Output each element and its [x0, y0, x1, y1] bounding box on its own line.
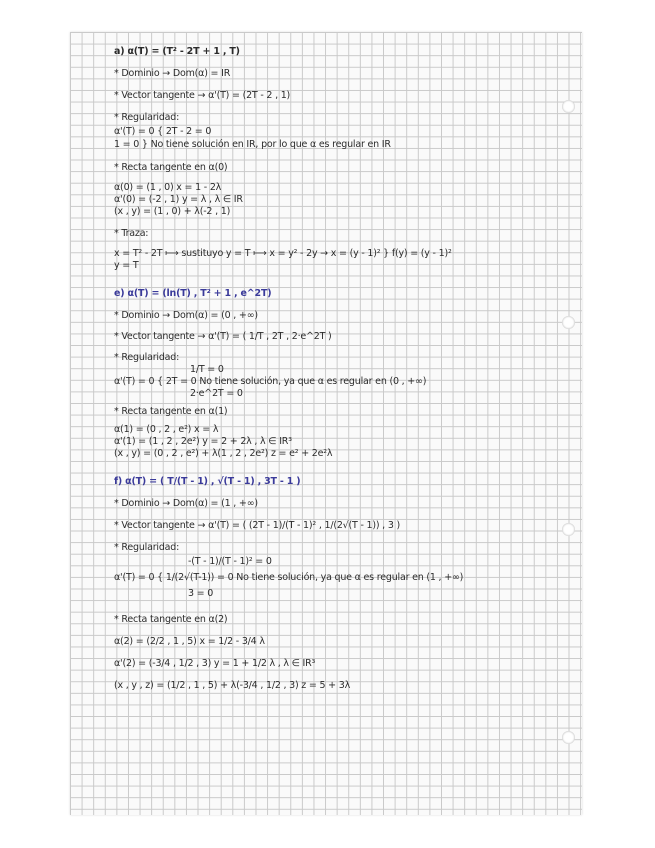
section-a-recta-line: (x , y) = (1 , 0) + λ(-2 , 1): [114, 206, 231, 217]
section-f-recta-title: * Recta tangente en α(2): [114, 614, 228, 625]
section-e-recta-line: (x , y) = (0 , 2 , e²) + λ(1 , 2 , 2e²) z = e² + 2e²λ: [114, 448, 333, 459]
section-a-dominio: * Dominio → Dom(α) = IR: [114, 68, 231, 79]
section-a-reg-line: 1 = 0 } No tiene solución en IR, por lo que α es regular en IR: [114, 139, 391, 150]
section-f-header: f) α(T) = ( T/(T - 1) , √(T - 1) , 3T - 1 ): [114, 476, 301, 487]
punch-hole: [562, 316, 575, 329]
section-e-recta-line: α'(1) = (1 , 2 , 2e²) y = 2 + 2λ , λ ∈ IR³: [114, 436, 292, 447]
section-f-recta-line: (x , y , z) = (1/2 , 1 , 5) + λ(-3/4 , 1/2 , 3) z = 5 + 3λ: [114, 680, 350, 691]
section-a-reg-title: * Regularidad:: [114, 112, 180, 123]
section-a-reg-line: α'(T) = 0 { 2T - 2 = 0: [114, 126, 212, 137]
section-e-dominio: * Dominio → Dom(α) = (0 , +∞): [114, 310, 258, 321]
section-a-recta-title: * Recta tangente en α(0): [114, 162, 228, 173]
punch-hole: [562, 100, 575, 113]
section-f-vector: * Vector tangente → α'(T) = ( (2T - 1)/(T - 1)² , 1/(2√(T - 1)) , 3 ): [114, 520, 400, 531]
section-a-traza-title: * Traza:: [114, 228, 149, 239]
section-e-reg-line: α'(T) = 0 { 2T = 0 No tiene solución, ya que α es regular en (0 , +∞): [114, 376, 427, 387]
section-e-recta-title: * Recta tangente en α(1): [114, 406, 228, 417]
section-f-recta-line: α(2) = (2/2 , 1 , 5) x = 1/2 - 3/4 λ: [114, 636, 265, 647]
section-a-vector: * Vector tangente → α'(T) = (2T - 2 , 1): [114, 90, 291, 101]
section-e-reg-line: 2·e^2T = 0: [190, 388, 243, 399]
section-f-reg-line: 3 = 0: [188, 588, 214, 599]
section-f-reg-line: -(T - 1)/(T - 1)² = 0: [188, 556, 272, 567]
punch-hole: [562, 523, 575, 536]
section-a-traza-line: y = T: [114, 260, 139, 271]
section-f-reg-title: * Regularidad:: [114, 542, 180, 553]
section-a-recta-line: α'(0) = (-2 , 1) y = λ , λ ∈ IR: [114, 194, 243, 205]
notebook-page: [70, 32, 582, 815]
section-e-header: e) α(T) = (ln(T) , T² + 1 , e^2T): [114, 288, 272, 299]
section-e-reg-line: 1/T = 0: [190, 364, 224, 375]
section-f-recta-line: α'(2) = (-3/4 , 1/2 , 3) y = 1 + 1/2 λ , λ ∈ IR³: [114, 658, 316, 669]
section-e-vector: * Vector tangente → α'(T) = ( 1/T , 2T , 2·e^2T ): [114, 331, 332, 342]
section-a-traza-line: x = T² - 2T ⟼ sustituyo y = T ⟼ x = y² - 2y → x = (y - 1)² } f(y) = (y - 1)²: [114, 248, 452, 259]
section-a-recta-line: α(0) = (1 , 0) x = 1 - 2λ: [114, 182, 222, 193]
section-f-dominio: * Dominio → Dom(α) = (1 , +∞): [114, 498, 258, 509]
section-f-reg-line: α'(T) = 0 { 1/(2√(T-1)) = 0 No tiene solución, ya que α es regular en (1 , +∞): [114, 572, 464, 583]
section-a-header: a) α(T) = (T² - 2T + 1 , T): [114, 46, 240, 57]
section-e-recta-line: α(1) = (0 , 2 , e²) x = λ: [114, 424, 219, 435]
punch-hole: [562, 731, 575, 744]
section-e-reg-title: * Regularidad:: [114, 352, 180, 363]
